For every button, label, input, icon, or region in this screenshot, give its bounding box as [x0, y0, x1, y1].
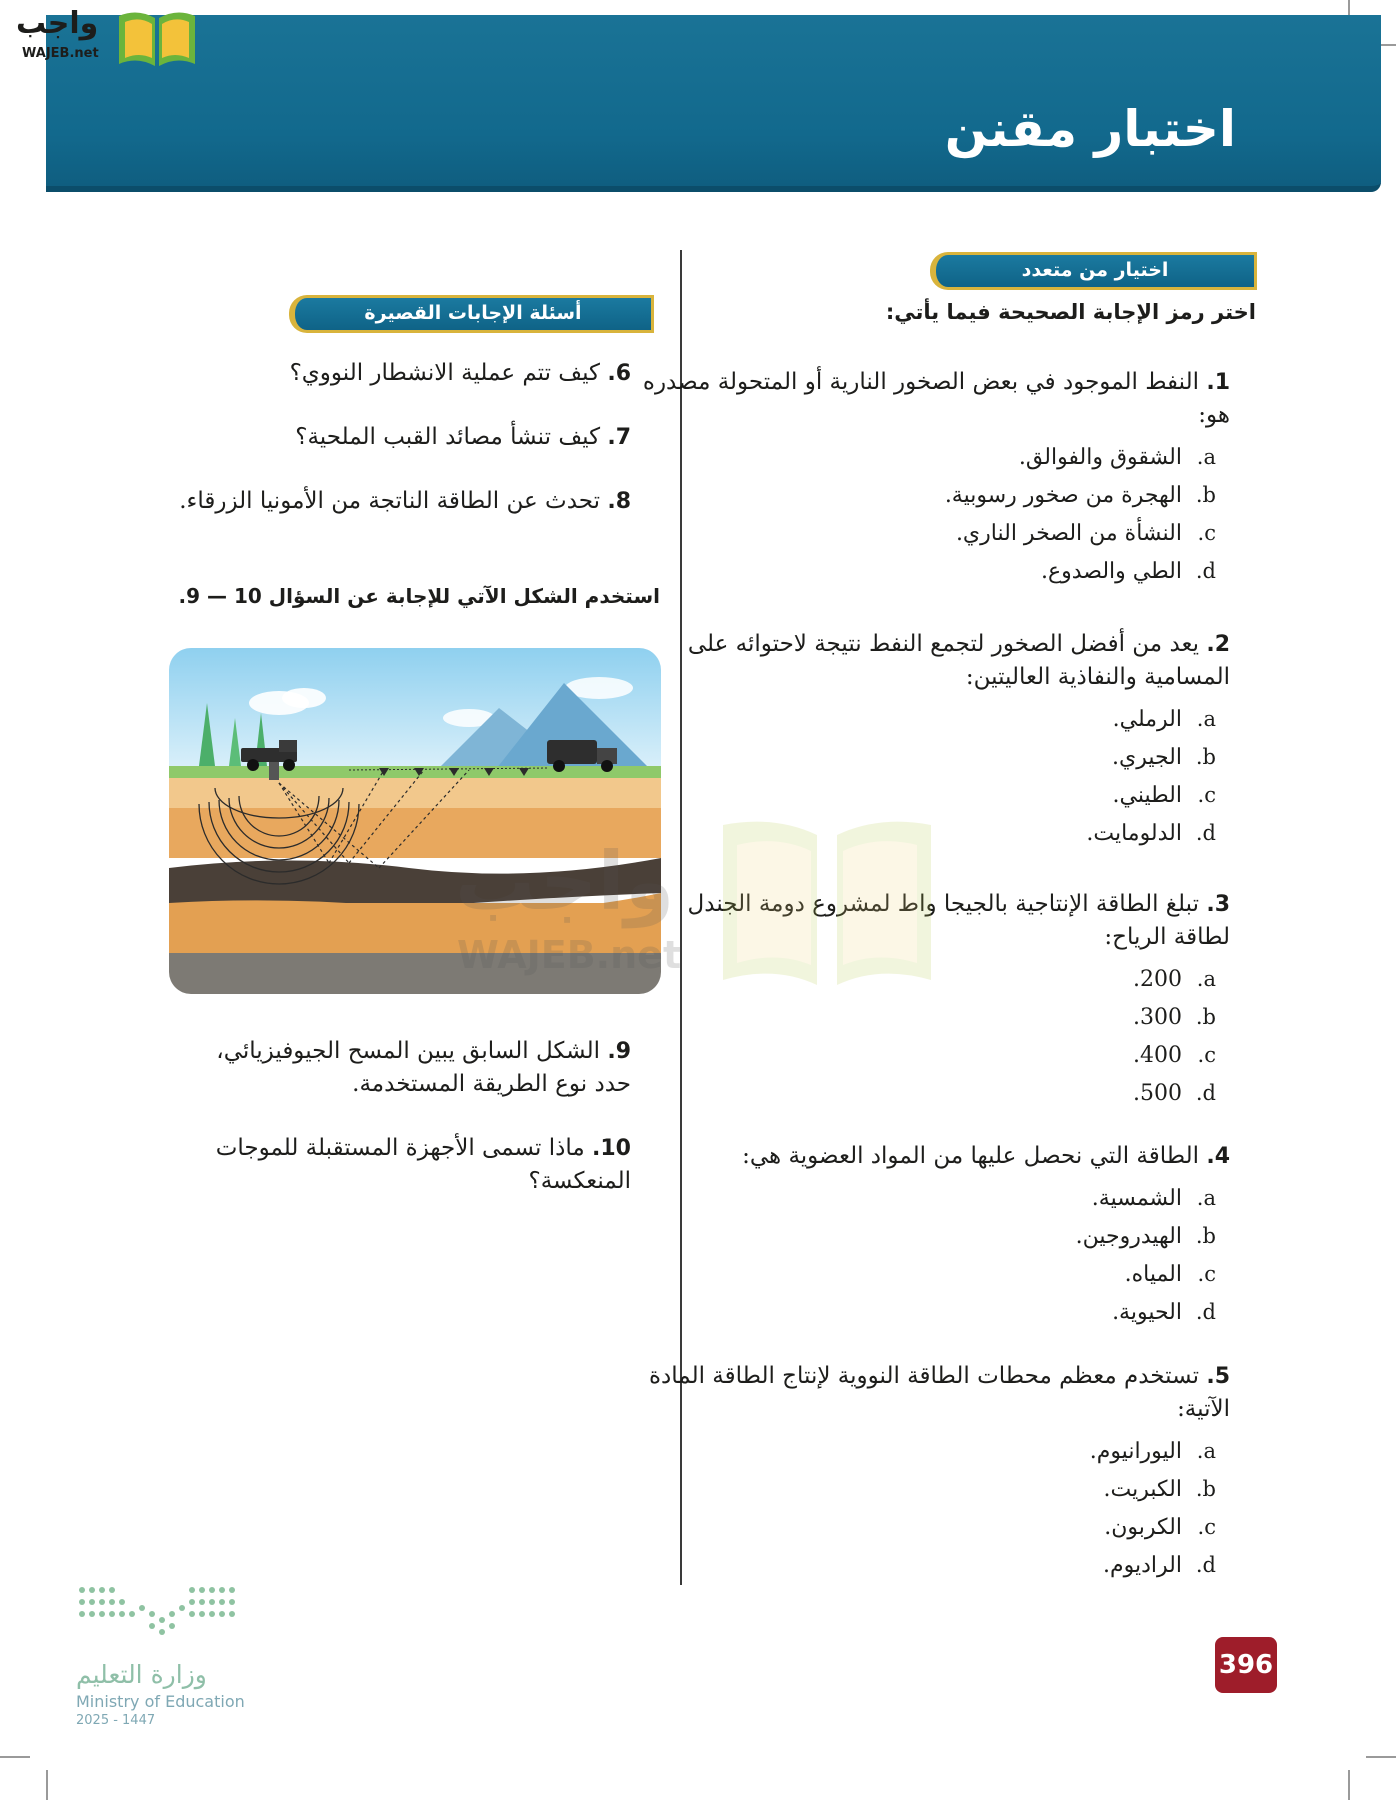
short-question-7	[295, 424, 631, 450]
option-text: الجيري.	[1111, 745, 1182, 770]
option-text: اليورانيوم.	[1089, 1439, 1182, 1464]
option-letter: c.	[1197, 521, 1216, 545]
answer-option[interactable]	[630, 998, 1216, 1036]
answer-option[interactable]	[630, 1036, 1216, 1074]
question-stem	[630, 1360, 1230, 1426]
option-text: 300.	[1133, 1005, 1182, 1030]
option-letter: b.	[1195, 745, 1216, 769]
option-letter: c.	[1197, 1262, 1216, 1286]
answer-option[interactable]	[630, 1074, 1216, 1112]
option-letter: a.	[1196, 707, 1216, 731]
book-icon	[115, 8, 199, 68]
answer-option[interactable]	[630, 700, 1216, 738]
answer-option[interactable]	[630, 438, 1216, 476]
option-letter: d.	[1195, 821, 1216, 845]
answer-option[interactable]	[630, 1470, 1216, 1508]
question-text: ماذا تسمى الأجهزة المستقبلة للموجات المنعكسة؟	[215, 1135, 631, 1194]
crop-mark	[46, 1770, 48, 1800]
answer-option[interactable]	[630, 476, 1216, 514]
option-letter: d.	[1195, 1300, 1216, 1324]
option-text: الحيوية.	[1112, 1300, 1182, 1325]
option-text: 400.	[1133, 1043, 1182, 1068]
question-text: النفط الموجود في بعض الصخور النارية أو المتحولة مصدره هو:	[642, 369, 1230, 428]
question-number: 5.	[1206, 1364, 1230, 1389]
grass	[169, 766, 661, 778]
option-letter: c.	[1197, 783, 1216, 807]
option-letter: b.	[1195, 1224, 1216, 1248]
page-title: اختبار مقنن	[944, 100, 1236, 158]
question-text: تستخدم معظم محطات الطاقة النووية لإنتاج الطاقة المادة الآتية:	[648, 1363, 1230, 1422]
ministry-year: 2025 - 1447	[76, 1713, 156, 1728]
answer-option[interactable]	[630, 1293, 1216, 1331]
option-letter: c.	[1197, 1043, 1216, 1067]
figure-question-9	[181, 1035, 631, 1101]
question-text: تحدث عن الطاقة الناتجة من الأمونيا الزرقاء.	[179, 488, 601, 514]
answer-option[interactable]	[630, 776, 1216, 814]
option-text: الرملي.	[1112, 707, 1182, 732]
short-question-6	[290, 360, 631, 386]
answer-option[interactable]	[630, 960, 1216, 998]
option-letter: a.	[1196, 1186, 1216, 1210]
short-question-8	[179, 488, 631, 514]
option-text: المياه.	[1124, 1262, 1182, 1287]
option-text: الراديوم.	[1103, 1553, 1182, 1578]
question-stem	[630, 366, 1230, 432]
answer-option[interactable]	[630, 1255, 1216, 1293]
question-stem	[630, 628, 1230, 694]
answer-option[interactable]	[630, 1546, 1216, 1584]
cloud	[282, 688, 326, 708]
answer-option[interactable]	[630, 552, 1216, 590]
question-1	[630, 366, 1230, 590]
answer-option[interactable]	[630, 1179, 1216, 1217]
question-stem	[161, 1132, 631, 1198]
option-letter: b.	[1195, 1005, 1216, 1029]
question-number: 7.	[607, 425, 631, 450]
option-text: الهيدروجين.	[1075, 1224, 1182, 1249]
option-text: الشمسية.	[1091, 1186, 1182, 1211]
question-number: 9.	[607, 1039, 631, 1064]
option-text: 500.	[1133, 1081, 1182, 1106]
option-letter: a.	[1196, 967, 1216, 991]
option-text: الدلومايت.	[1086, 821, 1182, 846]
option-text: النشأة من الصخر الناري.	[955, 521, 1182, 546]
soil-layer-3	[169, 903, 661, 958]
option-letter: a.	[1196, 445, 1216, 469]
answer-option[interactable]	[630, 514, 1216, 552]
figure-question-10	[161, 1132, 631, 1198]
option-text: الطي والصدوع.	[1040, 559, 1182, 584]
question-text: تبلغ الطاقة الإنتاجية بالجيجا واط لمشروع دومة الجندل لطاقة الرياح:	[687, 891, 1230, 950]
option-letter: b.	[1195, 483, 1216, 507]
logo-word: واجب	[16, 6, 99, 41]
question-text: كيف تنشأ مصائد القبب الملحية؟	[295, 424, 601, 450]
option-text: الكربون.	[1104, 1515, 1182, 1540]
question-number: 8.	[607, 489, 631, 514]
question-number: 4.	[1206, 1144, 1230, 1169]
wajeb-logo[interactable]	[10, 6, 190, 66]
bedrock	[169, 953, 661, 994]
instruction: اختر رمز الإجابة الصحيحة فيما يأتي:	[885, 300, 1256, 324]
answer-option[interactable]	[630, 814, 1216, 852]
option-text: الكبريت.	[1103, 1477, 1182, 1502]
option-letter: d.	[1195, 559, 1216, 583]
option-letter: c.	[1197, 1515, 1216, 1539]
page-number: 396	[1215, 1637, 1277, 1693]
crop-mark	[0, 1756, 30, 1758]
ministry-name-english: Ministry of Education	[76, 1692, 245, 1711]
ministry-dots-icon	[76, 1580, 246, 1650]
question-text: كيف تتم عملية الانشطار النووي؟	[289, 360, 601, 386]
crop-mark	[1348, 1770, 1350, 1800]
question-number: 6.	[607, 361, 631, 386]
answer-option[interactable]	[630, 738, 1216, 776]
question-text: الطاقة التي نحصل عليها من المواد العضوية هي:	[742, 1143, 1200, 1169]
question-text: يعد من أفضل الصخور لتجمع النفط نتيجة لاحتوائه على المسامية والنفاذية العاليتين:	[687, 631, 1230, 690]
question-number: 10.	[592, 1136, 631, 1161]
logo-domain: WAJEB.net	[22, 46, 99, 61]
figure-caption: استخدم الشكل الآتي للإجابة عن السؤال 10 — 9.	[178, 584, 660, 608]
question-number: 2.	[1206, 632, 1230, 657]
question-3	[630, 888, 1230, 1112]
question-5	[630, 1360, 1230, 1584]
crop-mark	[1366, 1756, 1396, 1758]
answer-option[interactable]	[630, 1508, 1216, 1546]
option-text: الطيني.	[1112, 783, 1182, 808]
question-4	[630, 1140, 1230, 1331]
question-text: الشكل السابق يبين المسح الجيوفيزيائي، حدد نوع الطريقة المستخدمة.	[216, 1038, 631, 1097]
section-tab-multiple-choice: اختيار من متعدد	[930, 252, 1257, 290]
answer-option[interactable]	[630, 1217, 1216, 1255]
ministry-name-arabic: وزارة التعليم	[76, 1660, 207, 1689]
option-text: الهجرة من صخور رسوبية.	[944, 483, 1182, 508]
section-tab-short-answer: أسئلة الإجابات القصيرة	[289, 295, 654, 333]
option-letter: a.	[1196, 1439, 1216, 1463]
option-letter: d.	[1195, 1081, 1216, 1105]
question-number: 1.	[1206, 370, 1230, 395]
option-letter: d.	[1195, 1553, 1216, 1577]
question-stem	[181, 1035, 631, 1101]
option-text: 200.	[1133, 967, 1182, 992]
question-stem	[630, 1140, 1230, 1173]
seismic-survey-figure	[169, 648, 661, 994]
option-text: الشقوق والفوالق.	[1018, 445, 1182, 470]
question-2	[630, 628, 1230, 852]
seismic-illustration	[169, 648, 661, 994]
option-letter: b.	[1195, 1477, 1216, 1501]
question-number: 3.	[1206, 892, 1230, 917]
soil-layer-1	[169, 778, 661, 808]
answer-option[interactable]	[630, 1432, 1216, 1470]
question-stem	[630, 888, 1230, 954]
ministry-of-education-logo	[76, 1580, 256, 1730]
